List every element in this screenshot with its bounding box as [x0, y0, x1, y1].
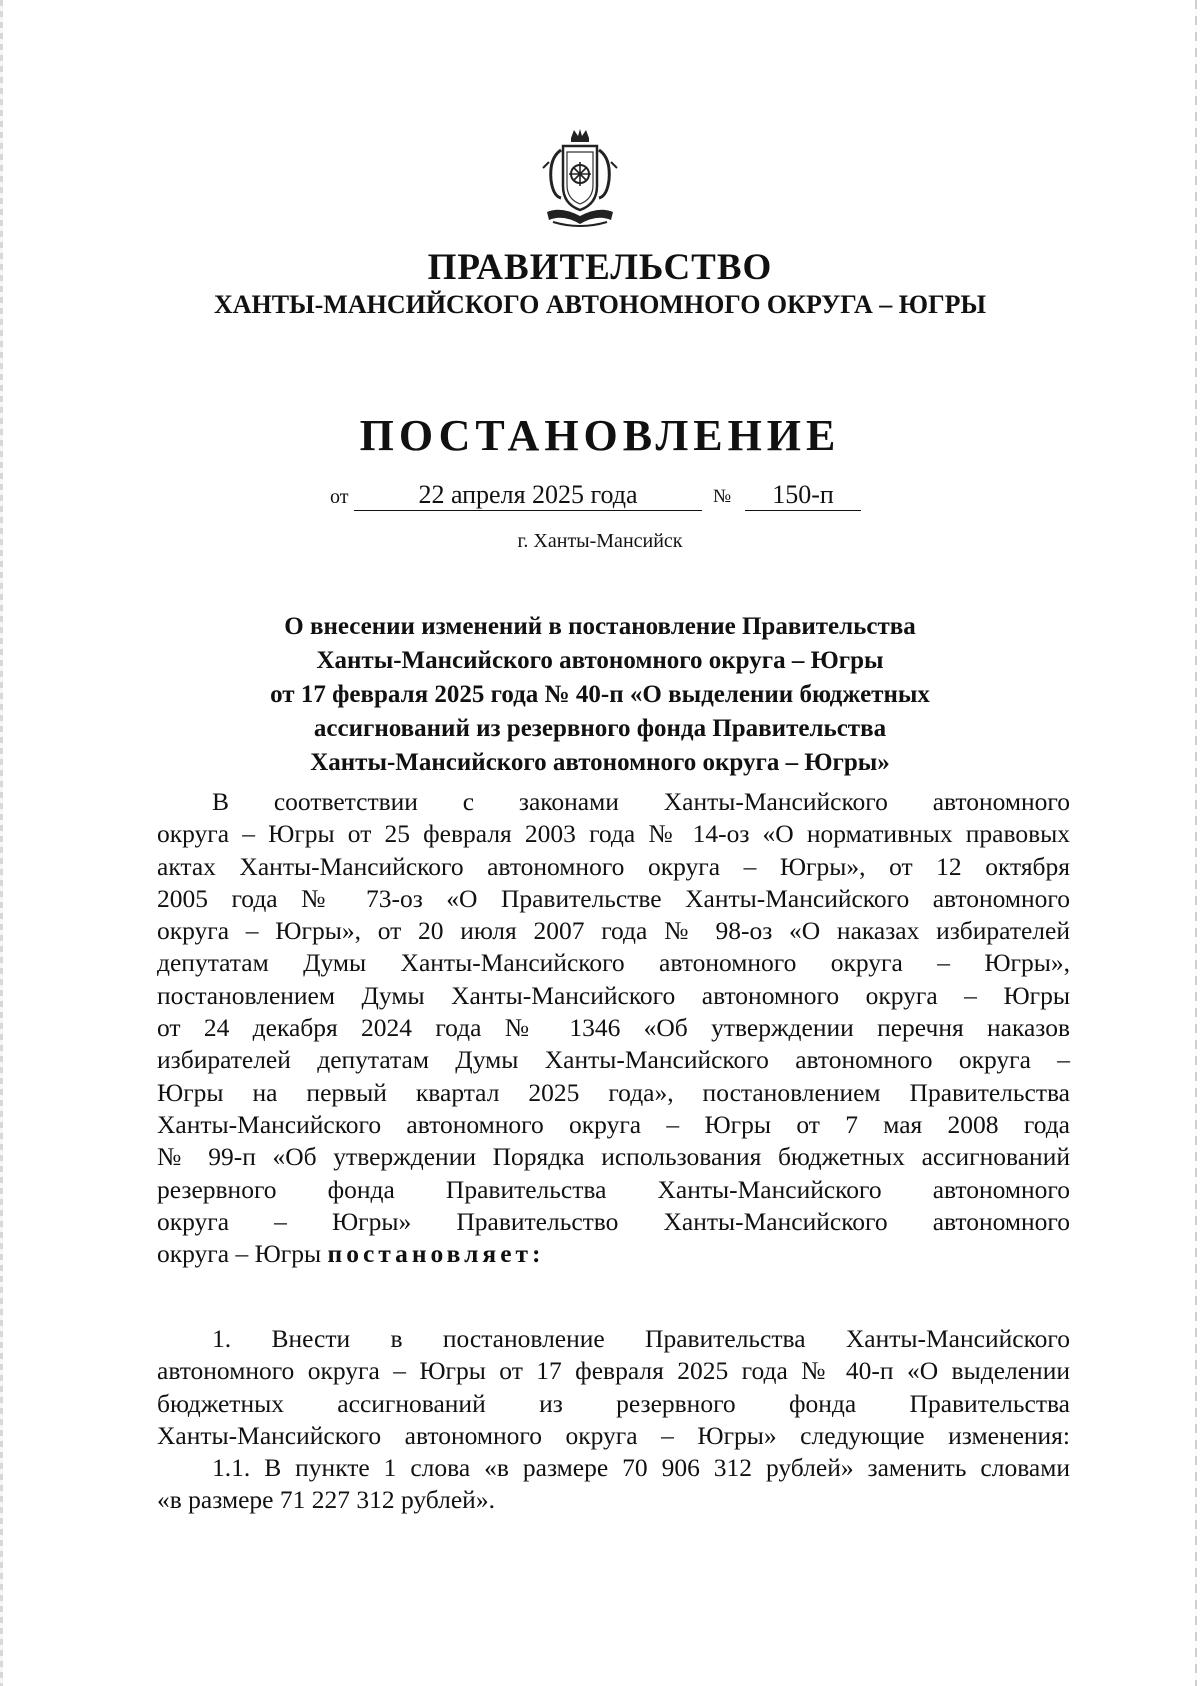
text-line: округа – Югры», от 20 июля 2007 года № 98-оз «О наказах избирателей — [157, 916, 1070, 946]
item-1-paragraph — [157, 1323, 1070, 1452]
subject-line: ассигнований из резервного фонда Правительства — [313, 715, 887, 742]
text-line: № 99-п «Об утверждении Порядка использования бюджетных ассигнований — [157, 1142, 1070, 1172]
decree-date-line — [0, 480, 1200, 514]
text-line: резервного фонда Правительства Ханты-Мансийского автономного — [157, 1174, 1070, 1204]
text-line: Ханты-Мансийского автономного округа – Югры» следующие изменения: — [157, 1420, 1070, 1450]
text-line: постановлением Думы Ханты-Мансийского автономного округа – Югры — [157, 980, 1070, 1010]
item-1-1-paragraph — [157, 1452, 1070, 1517]
text-line: автономного округа – Югры от 17 февраля 2025 года № 40-п «О выделении — [157, 1356, 1070, 1386]
date-prefix: от — [330, 486, 349, 508]
decree-number: 150-п — [745, 480, 861, 511]
text-line: Югры на первый квартал 2025 года», постановлением Правительства — [157, 1077, 1070, 1107]
preamble-end: округа – Югры — [157, 1239, 322, 1269]
text-line — [157, 1238, 1070, 1270]
text-line: избирателей депутатам Думы Ханты-Мансийского автономного округа – — [157, 1045, 1070, 1075]
text-line: 1.1. В пункте 1 слова «в размере 70 906 312 рублей» заменить словами — [212, 1453, 1070, 1482]
text-line: от 24 декабря 2024 года № 1346 «Об утверждении перечня наказов — [157, 1013, 1070, 1043]
resolves-word: постановляет: — [327, 1239, 545, 1269]
text-line: 2005 года № 73-оз «О Правительстве Ханты-Мансийского автономного — [157, 883, 1070, 913]
text-line: Ханты-Мансийского автономного округа – Югры от 7 мая 2008 года — [157, 1109, 1070, 1139]
text-line: округа – Югры от 25 февраля 2003 года № 14-оз «О нормативных правовых — [157, 819, 1070, 849]
government-region: ХАНТЫ-МАНСИЙСКОГО АВТОНОМНОГО ОКРУГА – ЮГРЫ — [213, 290, 987, 319]
city: г. Ханты-Мансийск — [517, 530, 683, 552]
text-line: «в размере 71 227 312 рублей». — [157, 1485, 495, 1515]
decree-type: ПОСТАНОВЛЕНИЕ — [359, 411, 841, 460]
text-line: 1. Внести в постановление Правительства Ханты-Мансийского — [212, 1324, 1070, 1353]
preamble-paragraph — [157, 786, 1070, 1270]
decree-subject — [0, 610, 1200, 780]
subject-line: Ханты-Мансийского автономного округа – Югры» — [310, 749, 890, 776]
text-line: округа – Югры» Правительство Ханты-Мансийского автономного — [157, 1206, 1070, 1236]
government-title: ПРАВИТЕЛЬСТВО — [427, 247, 773, 288]
text-line: депутатам Думы Ханты-Мансийского автономного округа – Югры», — [157, 948, 1070, 978]
text-line: актах Ханты-Мансийского автономного округа – Югры», от 12 октября — [157, 851, 1070, 881]
coat-of-arms-emblem — [541, 128, 619, 230]
decree-date: 22 апреля 2025 года — [354, 480, 702, 511]
text-line: бюджетных ассигнований из резервного фонда Правительства — [157, 1388, 1070, 1418]
number-sign: № — [713, 486, 732, 507]
subject-line: от 17 февраля 2025 года № 40-п «О выделении бюджетных — [270, 681, 930, 708]
subject-line: Ханты-Мансийского автономного округа – Югры — [316, 647, 884, 674]
text-line: В соответствии с законами Ханты-Мансийского автономного — [212, 787, 1070, 816]
subject-line: О внесении изменений в постановление Правительства — [284, 613, 916, 640]
